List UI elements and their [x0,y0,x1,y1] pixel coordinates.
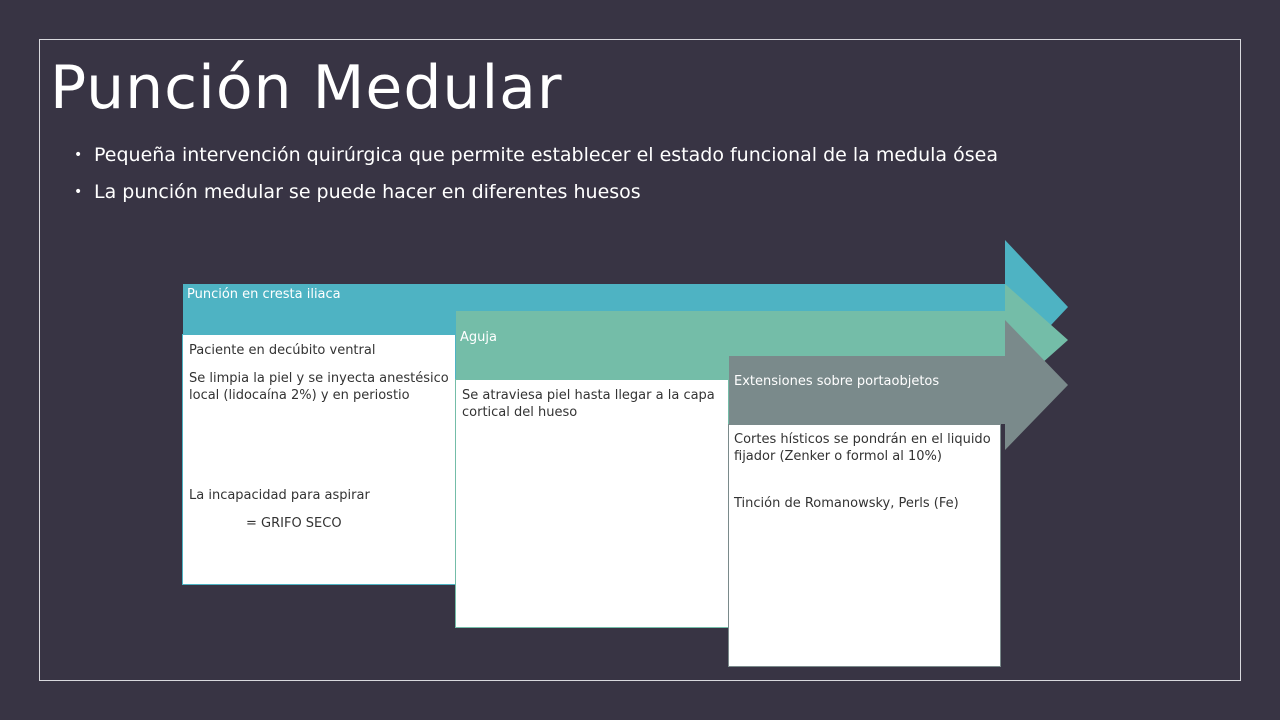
step-3-text-2: Tinción de Romanowsky, Perls (Fe) [734,496,959,511]
bullet-text: La punción medular se puede hacer en diferentes huesos [94,181,641,203]
step-2-text-1: Se atraviesa piel hasta llegar a la capa cortical del hueso [462,388,715,420]
bullet-icon: • [74,147,83,163]
step-1-text-4: = GRIFO SECO [246,516,342,531]
bullet-text: Pequeña intervención quirúrgica que permite establecer el estado funcional de la medula ósea [94,144,998,166]
step-1-label: Punción en cresta iliaca [187,287,341,302]
step-1-text-2: Se limpia la piel y se inyecta anestésico local (lidocaína 2%) y en periostio [189,371,449,403]
step-1-text-1: Paciente en decúbito ventral [189,343,376,358]
slide-title: Punción Medular [50,53,563,123]
bullet-icon: • [74,184,83,200]
step-1-box [182,334,456,585]
step-2-label: Aguja [460,330,497,345]
step-2-box [455,379,729,628]
step-1-text-3: La incapacidad para aspirar [189,488,370,503]
step-3-label: Extensiones sobre portaobjetos [734,374,940,389]
step-3-box [728,424,1001,667]
step-3-text-1: Cortes hísticos se pondrán en el liquido fijador (Zenker o formol al 10%) [734,432,991,464]
